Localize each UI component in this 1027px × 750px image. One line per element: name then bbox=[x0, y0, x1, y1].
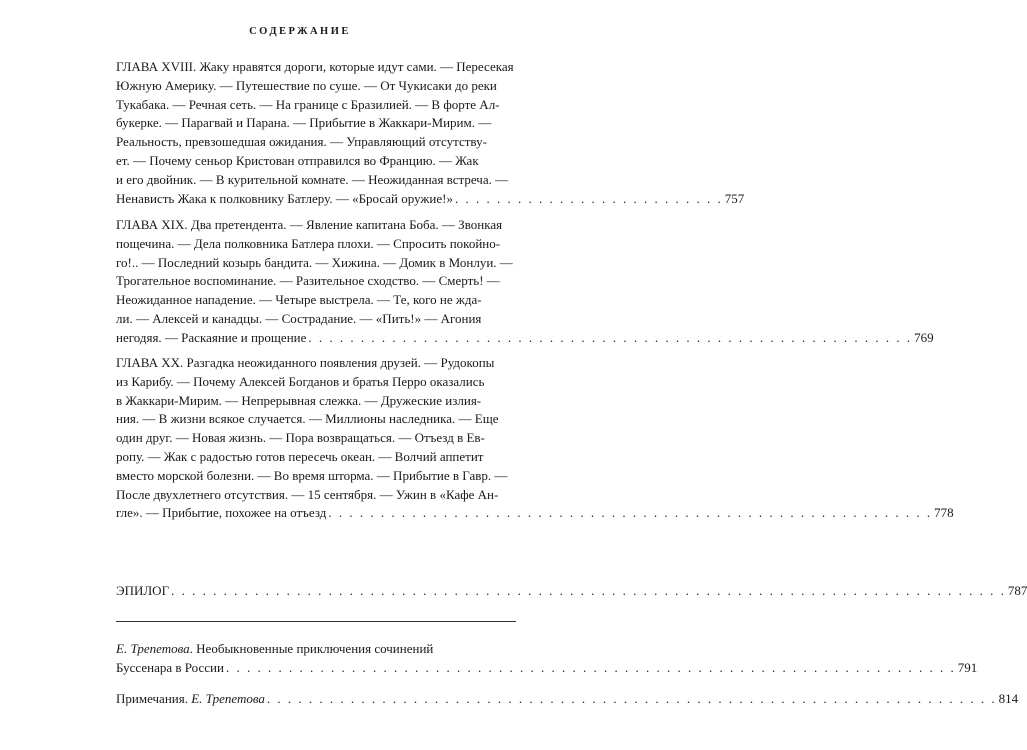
chapter-line: Трогательное воспоминание. — Разительное сходство. — Смерть! — bbox=[116, 273, 500, 289]
leader-dots: . . . . . . . . . . . . . . . . . . . . . . . . . . bbox=[454, 190, 723, 206]
chapter-line: в Жаккари-Мирим. — Непрерывная слежка. — Дружеские излия- bbox=[116, 392, 482, 408]
chapter-line: Южную Америку. — Путешествие по суше. — От Чукисаки до реки bbox=[116, 77, 497, 93]
chapter-line: Реальность, превзошедшая ожидания. — Управляющий отсутству- bbox=[116, 134, 487, 150]
article-author: Е. Трепетова bbox=[116, 641, 190, 656]
chapter-line: Неожиданное нападение. — Четыре выстрела. — Те, кого не жда- bbox=[116, 292, 482, 308]
page-title: СОДЕРЖАНИЕ bbox=[249, 26, 351, 37]
notes-label: Примечания. bbox=[116, 691, 192, 706]
toc-entry-chapter-20 bbox=[116, 354, 954, 523]
toc-entry-article bbox=[116, 640, 978, 678]
chapter-line: негодяя. — Раскаяние и прощение bbox=[116, 329, 307, 345]
notes-author: Е. Трепетова bbox=[191, 691, 265, 706]
toc-entry-chapter-18 bbox=[116, 58, 745, 208]
epilogue-label: ЭПИЛОГ bbox=[116, 583, 170, 598]
page-number: 769 bbox=[914, 329, 934, 345]
page-number: 757 bbox=[724, 190, 745, 206]
chapter-line: Ненависть Жака к полковнику Батлеру. — «Бросай оружие!» bbox=[116, 190, 453, 206]
toc-entry-epilogue bbox=[116, 582, 1027, 601]
leader-dots: . . . . . . . . . . . . . . . . . . . . . . . . . . . . . . . . . . . . . . . . . . . . . . . . . . . . . . . . . . bbox=[308, 329, 913, 345]
chapter-last-line bbox=[116, 329, 934, 348]
chapter-line: букерке. — Парагвай и Парана. — Прибытие в Жаккари-Мирим. — bbox=[116, 115, 492, 131]
leader-dots: . . . . . . . . . . . . . . . . . . . . . . . . . . . . . . . . . . . . . . . . . . . . . . . . . . . . . . . . . . . . . . . . . . . . . . . . . . . . . . . . bbox=[171, 583, 1006, 598]
chapter-line: ния. — В жизни всякое случается. — Миллионы наследника. — Еще bbox=[116, 411, 499, 427]
notes-line bbox=[116, 690, 1019, 709]
chapter-line: После двухлетнего отсутствия. — 15 сентября. — Ужин в «Кафе Ан- bbox=[116, 486, 499, 502]
epilogue-line bbox=[116, 582, 1027, 601]
chapter-line: го!.. — Последний козырь бандита. — Хижина. — Домик в Монлуи. — bbox=[116, 254, 513, 270]
chapter-line: пощечина. — Дела полковника Батлера плохи. — Спросить покойно- bbox=[116, 235, 501, 251]
leader-dots: . . . . . . . . . . . . . . . . . . . . . . . . . . . . . . . . . . . . . . . . . . . . . . . . . . . . . . . . . . . . . . . . . . . . . . bbox=[225, 659, 956, 675]
chapter-line: ГЛАВА XVIII. Жаку нравятся дороги, которые идут сами. — Пересекая bbox=[116, 59, 514, 74]
page-number: 787 bbox=[1007, 583, 1027, 598]
toc-entry-chapter-19 bbox=[116, 216, 934, 348]
notes-text bbox=[116, 690, 265, 709]
chapter-last-line bbox=[116, 190, 745, 209]
chapter-line: гле». — Прибытие, похожее на отъезд bbox=[116, 505, 327, 521]
chapter-last-line bbox=[116, 504, 954, 523]
leader-dots: . . . . . . . . . . . . . . . . . . . . . . . . . . . . . . . . . . . . . . . . . . . . . . . . . . . . . . . . . . . . . . . . . . . . . . bbox=[266, 691, 997, 706]
chapter-line: Тукабака. — Речная сеть. — На границе с Бразилией. — В форте Ал- bbox=[116, 96, 500, 112]
leader-dots: . . . . . . . . . . . . . . . . . . . . . . . . . . . . . . . . . . . . . . . . . . . . . . . . . . . . . . . . . . bbox=[328, 505, 933, 521]
chapter-line: один друг. — Новая жизнь. — Пора возвращаться. — Отъезд в Ев- bbox=[116, 430, 485, 446]
section-divider bbox=[116, 621, 516, 622]
chapter-line: ГЛАВА XX. Разгадка неожиданного появления друзей. — Рудокопы bbox=[116, 355, 495, 370]
article-title-cont: Буссенара в России bbox=[116, 659, 224, 675]
page-number: 814 bbox=[998, 691, 1019, 706]
chapter-line: ет. — Почему сеньор Кристован отправился во Францию. — Жак bbox=[116, 152, 479, 168]
chapter-line: ли. — Алексей и канадцы. — Сострадание. — «Пить!» — Агония bbox=[116, 310, 482, 326]
chapter-line: из Карибу. — Почему Алексей Богданов и братья Перро оказались bbox=[116, 373, 485, 389]
toc-entry-notes bbox=[116, 690, 1019, 709]
article-last-line bbox=[116, 659, 978, 678]
chapter-line: ГЛАВА XIX. Два претендента. — Явление капитана Боба. — Звонкая bbox=[116, 217, 503, 232]
article-title-line bbox=[116, 640, 516, 659]
chapter-line: и его двойник. — В курительной комнате. — Неожиданная встреча. — bbox=[116, 171, 509, 187]
article-title: . Необыкновенные приключения сочинений bbox=[189, 641, 434, 656]
page-number: 778 bbox=[934, 505, 954, 521]
chapter-line: вместо морской болезни. — Во время шторма. — Прибытие в Гавр. — bbox=[116, 467, 508, 483]
chapter-line: ропу. — Жак с радостью готов пересечь океан. — Волчий аппетит bbox=[116, 448, 484, 464]
page-number: 791 bbox=[957, 659, 978, 675]
